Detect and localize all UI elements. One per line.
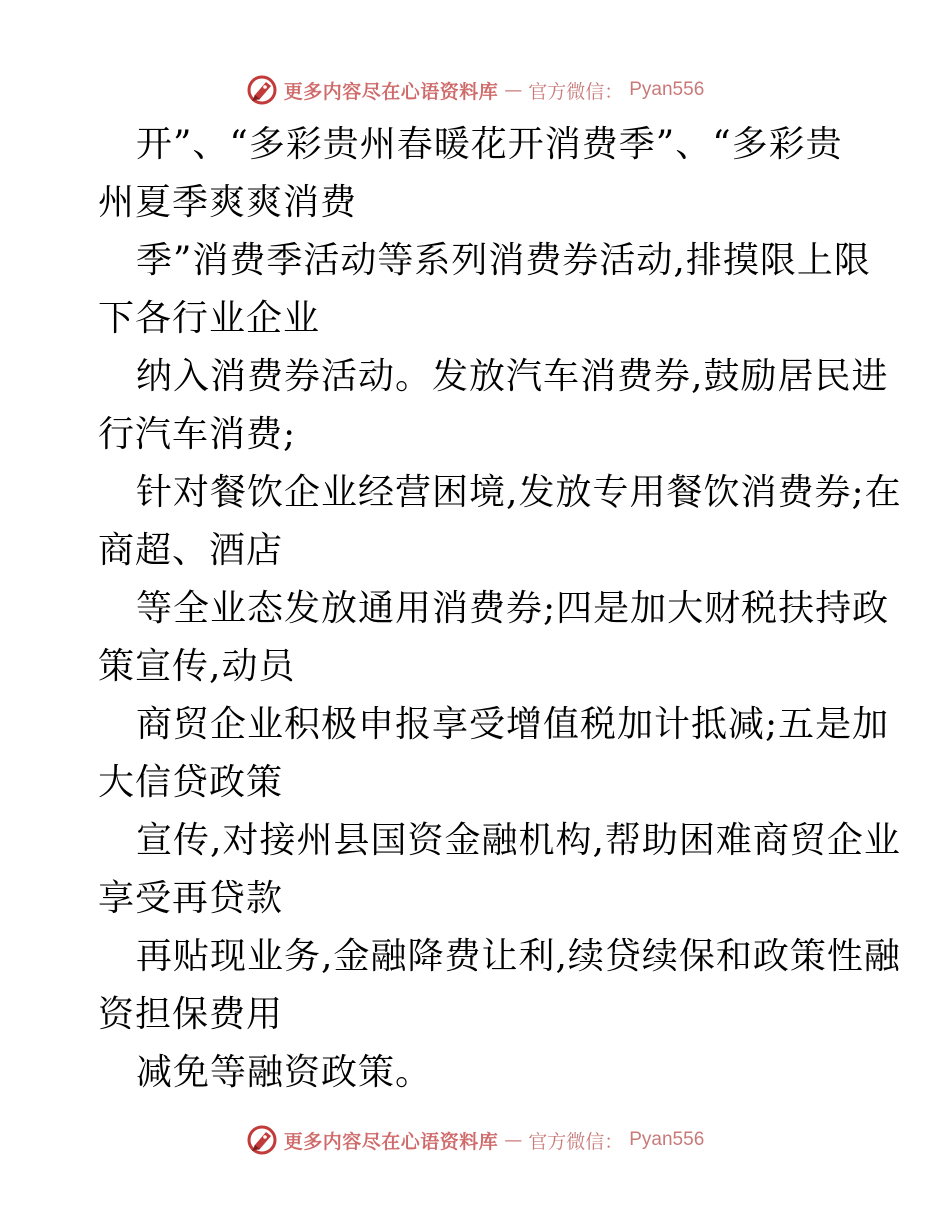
footer-banner-text: 更多内容尽在心语资料库 [283, 1130, 499, 1153]
header-banner-label: 官方微信： [528, 80, 624, 103]
text-line: 行汽车消费; [98, 414, 297, 455]
text-line: 资担保费用 [98, 994, 284, 1035]
footer-banner-separator: — [504, 1129, 523, 1151]
text-line: 商贸企业积极申报享受增值税加计抵减;五是加 [136, 704, 890, 745]
text-line: 减免等融资政策。 [136, 1052, 433, 1093]
footer-banner-label: 官方微信： [528, 1130, 624, 1153]
text-line: 宣传,对接州县国资金融机构,帮助困难商贸企业 [136, 820, 901, 861]
text-line: 享受再贷款 [98, 878, 284, 919]
document-body [98, 116, 902, 1102]
header-banner-id: Pyan556 [629, 79, 705, 100]
text-line: 商超、酒店 [98, 530, 284, 571]
header-banner [0, 70, 950, 110]
text-line: 再贴现业务,金融降费让利,续贷续保和政策性融 [136, 936, 901, 977]
footer-banner-inner [246, 1124, 705, 1156]
text-line: 策宣传,动员 [98, 646, 296, 687]
text-line: 开”、“多彩贵州春暖花开消费季”、“多彩贵 [136, 124, 843, 165]
text-line: 针对餐饮企业经营困境,发放专用餐饮消费券;在 [136, 472, 902, 513]
pen-nib-logo-icon [246, 1124, 278, 1156]
text-line: 季”消费季活动等系列消费券活动,排摸限上限 [136, 240, 871, 281]
footer-banner [0, 1120, 950, 1160]
text-line: 等全业态发放通用消费券;四是加大财税扶持政 [136, 588, 890, 629]
header-banner-text: 更多内容尽在心语资料库 [283, 80, 499, 103]
pen-nib-logo-icon [246, 74, 278, 106]
text-line: 大信贷政策 [98, 762, 284, 803]
header-banner-inner [246, 74, 705, 106]
text-line: 州夏季爽爽消费 [98, 182, 358, 223]
text-line: 下各行业企业 [98, 298, 321, 339]
text-line: 纳入消费券活动。发放汽车消费券,鼓励居民进 [136, 356, 889, 397]
header-banner-separator: — [504, 79, 523, 101]
footer-banner-id: Pyan556 [629, 1129, 705, 1150]
